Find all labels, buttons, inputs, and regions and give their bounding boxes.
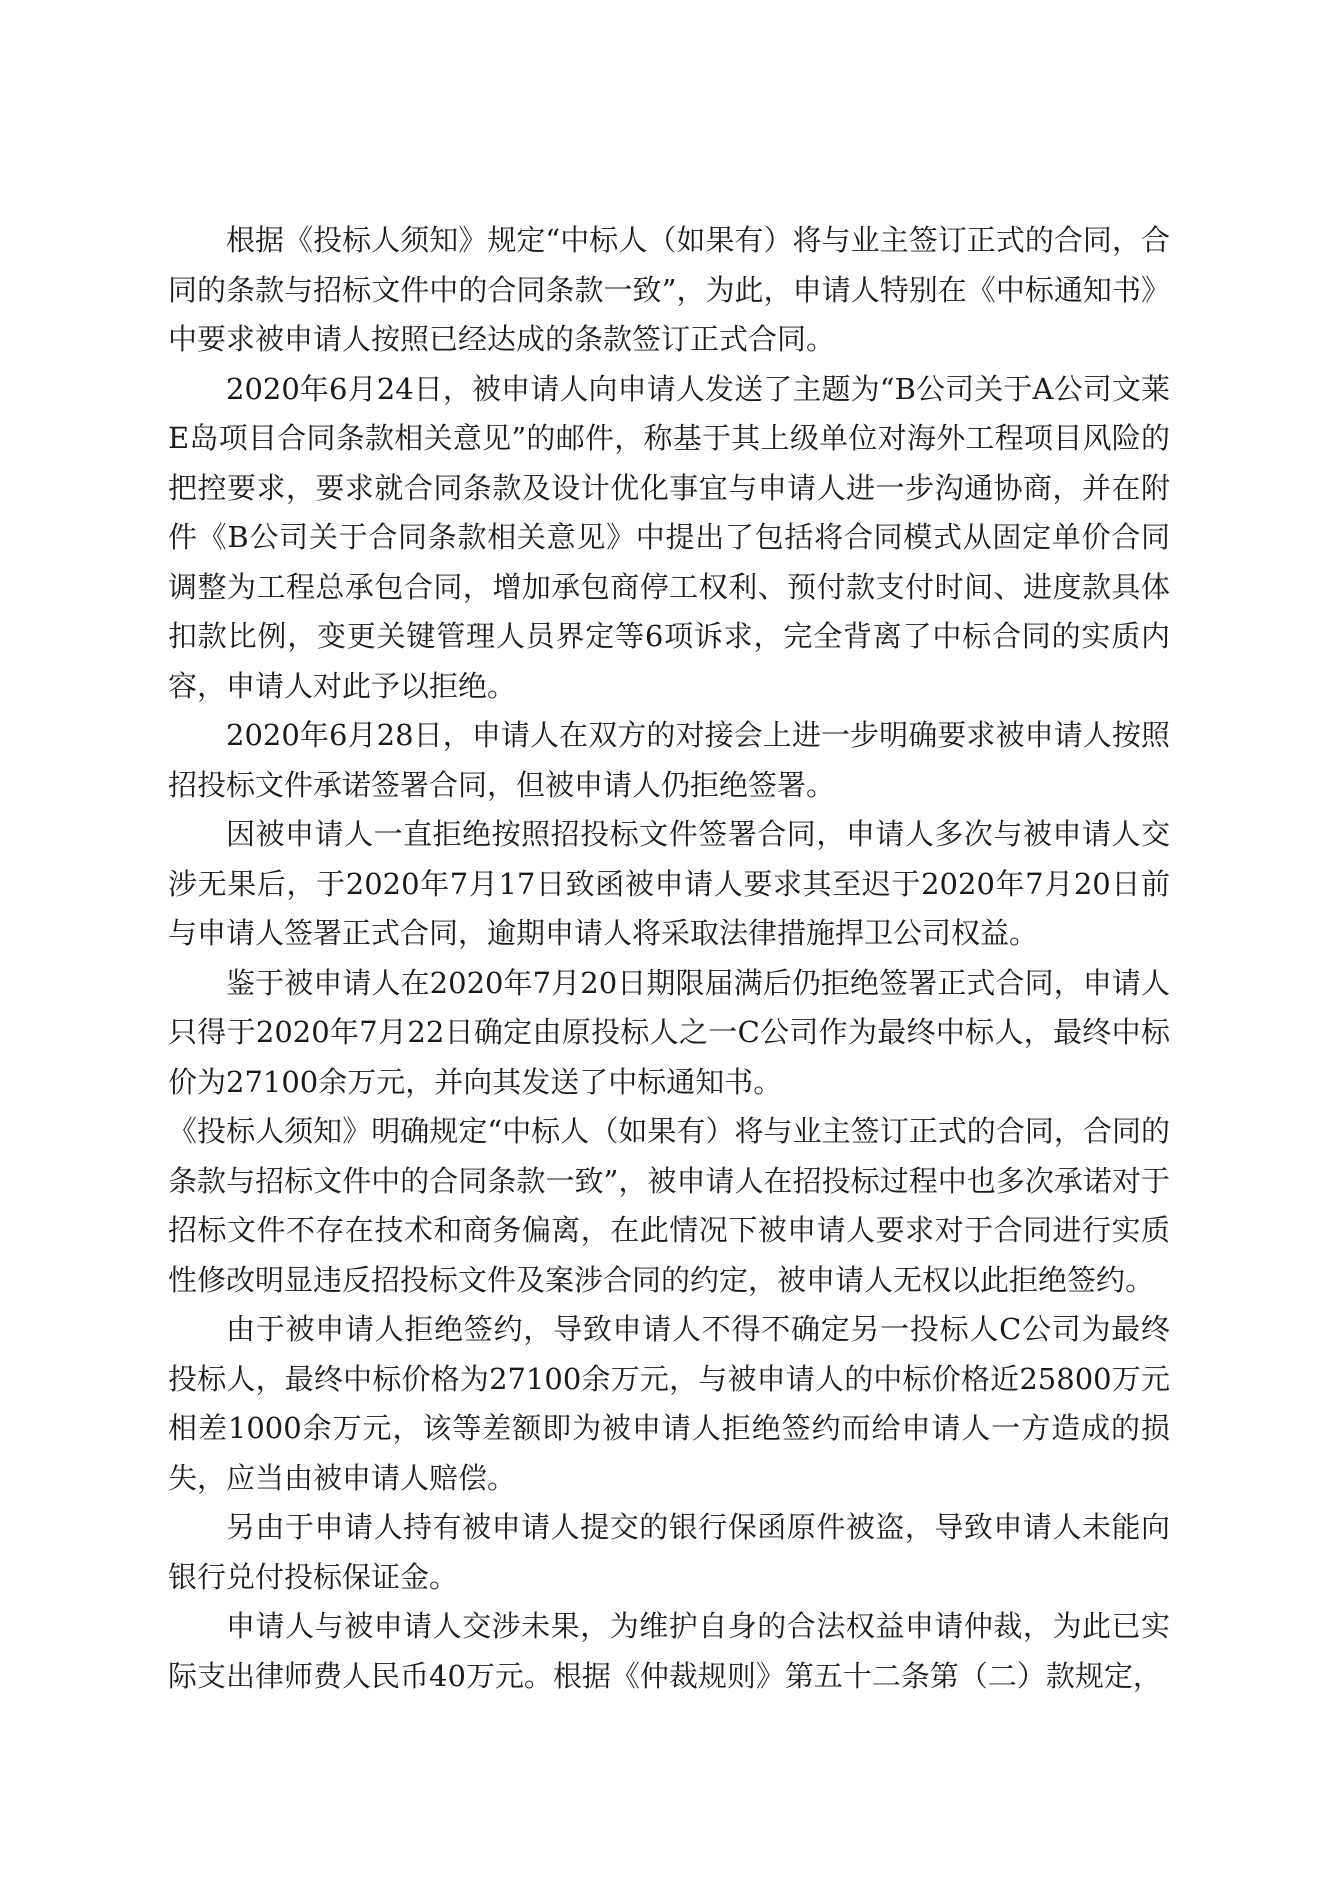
paragraph-july-17-letter: 因被申请人一直拒绝按照招投标文件签署合同，申请人多次与被申请人交涉无果后，于2020年7月17日致函被申请人要求其至迟于2020年7月20日前与申请人签署正式合同，逾期申请人将采取法律措施捍卫公司权益。 (168, 817, 1170, 950)
paragraph-price-difference-loss: 由于被申请人拒绝签约，导致申请人不得不确定另一投标人C公司为最终投标人，最终中标价格为27100余万元，与被申请人的中标价格近25800万元相差1000余万元，该等差额即为被申请人拒绝签约而给申请人一方造成的损失，应当由被申请人赔偿。 (168, 1312, 1170, 1495)
paragraph-june-24-email: 2020年6月24日，被申请人向申请人发送了主题为“B公司关于A公司文莱E岛项目合同条款相关意见”的邮件，称基于其上级单位对海外工程项目风险的把控要求，要求就合同条款及设计优化事宜与申请人进一步沟通协商，并在附件《B公司关于合同条款相关意见》中提出了包括将合同模式从固定单价合同调整为工程总承包合同，增加承包商停工权利、预付款支付时间、进度款具体扣款比例，变更关键管理人员界定等6项诉求，完全背离了中标合同的实质内容，申请人对此予以拒绝。 (168, 371, 1171, 703)
document-body (168, 216, 1170, 1701)
paragraph-july-22-new-bidder: 鉴于被申请人在2020年7月20日期限届满后仍拒绝签署正式合同，申请人只得于2020年7月22日确定由原投标人之一C公司作为最终中标人，最终中标价为27100余万元，并向其发送了中标通知书。 (168, 965, 1170, 1099)
paragraph-june-28-meeting: 2020年6月28日，申请人在双方的对接会上进一步明确要求被申请人按照招投标文件承诺签署合同，但被申请人仍拒绝签署。 (168, 718, 1170, 802)
paragraph-bank-guarantee: 另由于申请人持有被申请人提交的银行保函原件被盗，导致申请人未能向银行兑付投标保证金。 (168, 1510, 1170, 1594)
paragraph-bidder-instructions: 《投标人须知》明确规定“中标人（如果有）将与业主签订正式的合同，合同的条款与招标文件中的合同条款一致”，被申请人在招投标过程中也多次承诺对于招标文件不存在技术和商务偏离，在此情况下被申请人要求对于合同进行实质性修改明显违反招投标文件及案涉合同的约定，被申请人无权以此拒绝签约。 (168, 1114, 1170, 1297)
paragraph-legal-fees: 申请人与被申请人交涉未果，为维护自身的合法权益申请仲裁，为此已实际支出律师费人民币40万元。根据《仲裁规则》第五十二条第（二）款规定， (168, 1609, 1170, 1693)
paragraph-contract-terms: 根据《投标人须知》规定“中标人（如果有）将与业主签订正式的合同，合同的条款与招标文件中的合同条款一致”，为此，申请人特别在《中标通知书》中要求被申请人按照已经达成的条款签订正式合同。 (168, 223, 1170, 356)
